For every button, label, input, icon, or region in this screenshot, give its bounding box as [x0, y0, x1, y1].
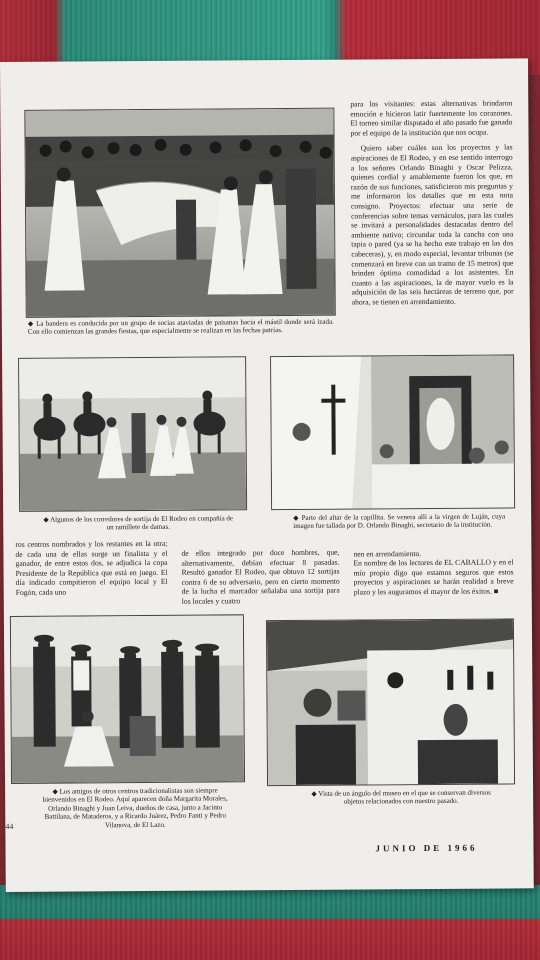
photo-riders-caption: ◆ Algunos de los corredores de sortija de El Rodeo en compañía de un ramillete de damas.	[43, 514, 234, 532]
photo-museum-corner	[266, 618, 515, 786]
article-middle-center-text: de ellos integrado por doce hombres, que, alternativamente, debían efectuar 8 pasadas. Resultó ganador El Rodeo, que obtuvo 12 sortijas contra 6 de su adversario, pero en cierto momento de la lucha el marcador señalaba una sortija para los locales y cuatro	[181, 547, 340, 606]
photo-flag-procession-caption: ◆ La bandera es conducida por un grupo de socias ataviadas de paisanas hacia el mástil donde será izada. Con ello comienzan las grandes fiestas, que especialmente se realizan en las fechas patrias.	[27, 317, 334, 337]
photo-chapel-altar-caption: ◆ Parte del altar de la capillita. Se venera allí a la virgen de Luján, cuya imagen fue tallada por D. Orlando Binaghi, secretario de la institución.	[293, 512, 506, 531]
chapel-altar-image	[271, 355, 514, 509]
photo-museum-corner-caption: ◆ Vista de un ángulo del museo en el que se conservan diversos objetos relacionados con nuestro pasado.	[311, 788, 491, 807]
flag-procession-image	[25, 109, 334, 317]
article-paragraph-2: Quiero saber cuáles son los proyectos y las aspiraciones de El Rodeo, y en ese sentido interrogo a los señores Orlando Binaghi y Oscar Pelizza, quienes cordial y amablemente fueron los que, en razón de sus funciones, satisficieron mis preguntas y me informaron los detalles que en esta nota consigno. Proyectos: efectuar una serie de conferencias sobre temas vernáculos, para las cuales se invitará a personalidades destacadas dentro del ambiente nativo; circundar toda la cancha con una tapia o pared (ya se ha hecho este trabajo en las dos cabeceras), y, en modo especial, levantar tribunas (se comenzará en breve con un tramo de 15 metros) que brinden óptima comodidad a los asistentes. En cuanto a las aspiraciones, la de mayor vuelo es la adquisición de las seis hectáreas de terreno que, por ahora, se tienen en arrendamiento.	[350, 142, 514, 307]
article-middle-right-text: nen en arrendamiento. En nombre de los lectores de EL CABALLO y en el mío propio digo que estamos seguros que estos proyectos y aspiraciones se harán realidad a breve plazo y les auguramos el mayor de los éxitos. ■	[353, 548, 514, 597]
photo-chapel-altar	[270, 354, 515, 510]
issue-date: JUNIO DE 1966	[375, 842, 478, 854]
article-paragraph-1: para los visitantes: estas alternativas brindaron emoción e hicieron latir fuertemente los corazones. El torneo similar disputado el año pasado fue ganado por el equipo de la institución que nos ocupa.	[350, 98, 513, 138]
blanket-background-bottom	[0, 885, 540, 960]
article-column-middle-left	[15, 539, 167, 598]
article-column-middle-right	[353, 538, 513, 606]
photo-friends-group	[10, 614, 245, 784]
article-middle-left-text: ros centros nombrados y los restantes en la otra; de cada una de ellas surge un finalista y el ganador, de entre estos dos, se adjudica la copa Presidente de la República que está en juego. El día indicado compitieron el equipo local y El Fogón, cada uno	[15, 538, 168, 597]
photo-flag-procession	[24, 108, 335, 318]
article-column-right	[350, 98, 513, 307]
magazine-page	[0, 58, 534, 892]
page-number: 44	[5, 821, 14, 831]
riders-image	[19, 357, 246, 511]
museum-corner-image	[267, 619, 514, 785]
friends-group-image	[11, 615, 244, 783]
photo-friends-group-caption: ◆ Los amigos de otros centros tradicionalistas son siempre bienvenidos en El Rodeo. Aquí aparecen doña Margarita Morales, Orlando Binaghi y Juan Leiva, dueños de casa, junto a Jacinto Battilana, de Mataderos, y a Ricardo Juárez, Pedro Fanti y Pedro Vilanova, de El Lazo.	[42, 786, 228, 829]
photo-riders	[18, 356, 247, 512]
article-column-middle-center	[181, 548, 339, 607]
